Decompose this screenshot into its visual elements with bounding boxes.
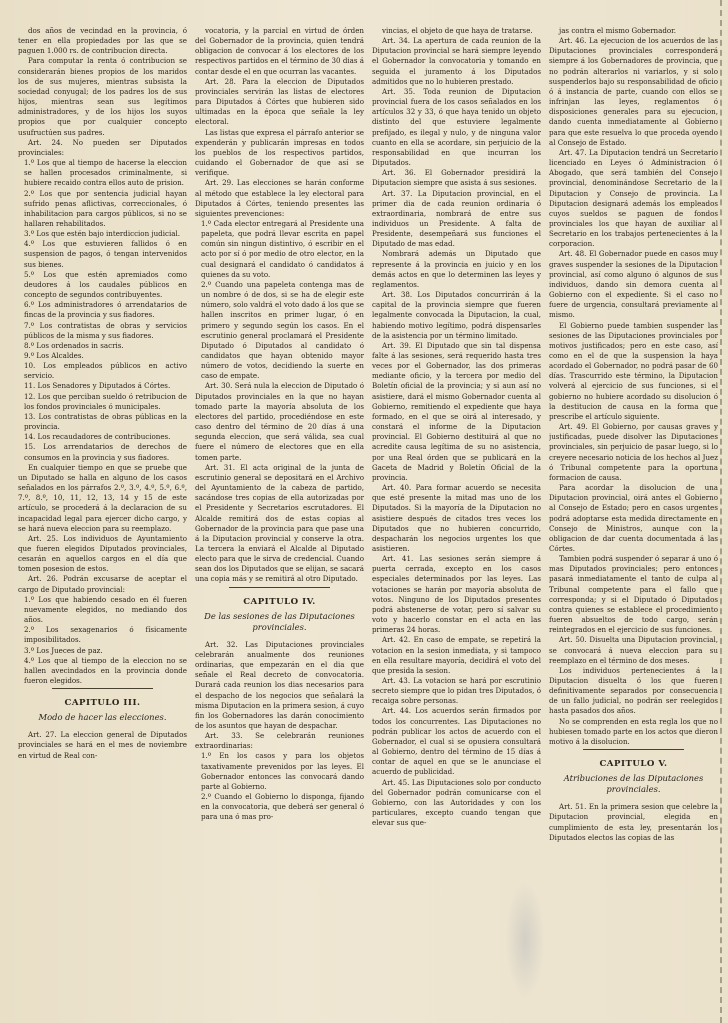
paragraph: Art. 27. La eleccion general de Diputados provinciales se hará en el mes de noviembre en virtud de Real con-: [18, 730, 187, 760]
paragraph: Art. 46. La ejecucion de los acuerdos de las Diputaciones provinciales corresponderá siempre á los Gobernadores de provincia, que no podrán alterarlos ni variarlos, y si solo suspenderlos bajo su responsabilidad de oficio ó á instancia de parte, cuando con ellos se infrinjan las leyes, reglamentos ó disposiciones generales para su ejecucion, dando cuenta inmediatamente al Gobierno para que este resuelva lo que proceda oyendo al Consejo de Estado.: [549, 36, 718, 147]
paragraph: 11. Los Senadores y Diputados á Córtes.: [24, 381, 171, 391]
paragraph: 2.º Cuando el Gobierno lo disponga, fijando en la convocatoria, que deberá ser general ó para una ó mas pro-: [201, 792, 364, 822]
chapter-title: CAPITULO IV.: [243, 596, 316, 607]
chapter-rule: [583, 749, 684, 750]
paragraph: Tambien podrá suspender ó separar á uno ó mas Diputados provinciales; pero entonces pasará inmediatamente el tanto de culpa al Tribunal competente para el fallo que corresponda; y si el Diputado ó Diputados contra quienes se establece el procedimiento fueren absueltos de todo cargo, serán reintegrados en el ejercicio de sus funciones.: [549, 554, 718, 635]
chapter-title: CAPITULO V.: [599, 759, 668, 770]
text-columns: [18, 26, 718, 1016]
paragraph: Art. 48. El Gobernador puede en casos muy graves suspender la sesiones de la Diputacion provincial, así como alguno ó algunos de sus individuos, dando sin demora cuenta al Gobierno con el expediente. Si el caso no fuere de urgencia, consultará previamente al mismo.: [549, 249, 718, 320]
paragraph: Art. 51. En la primera sesion que celebre la Diputacion provincial, elegida en cumplimiento de esta ley, presentarán los Diputados electos las copias de las: [549, 802, 718, 842]
paragraph: Art. 25. Los individuos de Ayuntamiento que fueren elegidos Diputados provinciales, cesarán en aquellos cargos en el día que tomen posesion de estos.: [18, 533, 187, 574]
paragraph: Art. 45. Las Diputaciones solo por conducto del Gobernador podrán comunicarse con el Gobierno, con las Autoridades y con los particulares, excepto cuando tengan que elevar sus que-: [372, 777, 541, 828]
paragraph: 8.º Los ordenados in sacris.: [24, 340, 124, 350]
paragraph: Art. 28. Para la eleccion de Diputados provinciales servirán las listas de electores para Diputados á Córtes que hubieren sido ultimadas en la época que señale la ley electoral.: [195, 76, 364, 127]
paragraph: Nombrará además un Diputado que represente á la provincia en juicio y en los demás actos en que lo determinen las leyes y reglamentos.: [372, 249, 541, 289]
paragraph: 10. Los empleados públicos en activo servicio.: [24, 361, 187, 381]
paragraph: Art. 24. No pueden ser Diputados provinciales:: [18, 137, 187, 157]
paragraph: Art. 42. En caso de empate, se repetirá la votacion en la sesion inmediata, y si tampoco en ella resultare mayoría, decidirá el voto del que presida la sesion.: [372, 635, 541, 675]
paragraph: Art. 32. Las Diputaciones provinciales celebrarán anualmente dos reuniones ordinarias, que empezarán en el dia que señale el Real decreto de convocatoria. Durará cada reunion los dias necesarios para el despacho de los negocios que señalará la misma Diputacion en la primera sesion, á cuyo fin los Gobernadores las darán conocimiento de los asuntos que hayan de despachar.: [195, 639, 364, 730]
paragraph: Art. 31. El acta original de la junta de escrutinio general se depositará en el Archivo del Ayuntamiento de la cabeza de partido, sacándose tres copias de ella autorizadas por el Presidente y Secretarios escrutadores. El Alcalde remitirá dos de estas copias al Gobernador de la provincia para que pase una á la Diputacion provincial y conserve la otra. La tercera la enviará el Alcalde al Diputado electo para que le sirva de credencial. Cuando sean dos los Diputados que se elijan, se sacará una copia más y se remitirá al otro Diputado.: [195, 462, 364, 584]
paragraph: jas contra el mismo Gobernador.: [559, 26, 677, 35]
chapter-rule: [52, 688, 153, 689]
paper-stain: [505, 880, 545, 1000]
paragraph: 2.º Los sexagenarios ó físicamente imposibilitados.: [24, 625, 187, 645]
paragraph: Art. 44. Los acuerdos serán firmados por todos los concurrentes. Las Diputaciones no podrán publicar los actos de acuerdo con el Gobernador, el cual si se opusiera consultará al Gobierno, dentro del término de 15 días á contar de aquel en que se le anunciase el acuerdo de publicidad.: [372, 706, 541, 777]
paragraph: Art. 30. Será nula la eleccion de Diputado ó Diputados provinciales en la que no hayan tomado parte la mayoría absoluta de los electores del partido, procediéndose en este caso dentro del término de 20 días á una segunda eleccion, que será válida, sea cual fuere el número de electores que en ella tomen parte.: [195, 381, 364, 462]
chapter-title: CAPITULO III.: [64, 698, 141, 709]
paragraph: Art. 37. La Diputacion provincial, en el primer dia de cada reunion ordinaria ó extraordinaria, nombrará de entre sus individuos un Presidente. A falta de Presidente, desempeñará sus funciones el Diputado de mas edad.: [372, 188, 541, 249]
paragraph: Art. 33. Se celebrarán reuniones extraordinarias:: [195, 731, 364, 751]
paragraph: 2.º Los que por sentencia judicial hayan sufrido penas aflictivas, correccionales, ó inhabilitacion para cargos públicos, si no se hallaren rehabilitados.: [24, 188, 187, 228]
paragraph: El Gobierno puede tambien suspender las sesiones de las Diputaciones provinciales por motivos justificados; pero en este caso, así como en el de que la suspension la haya acordado el Gobernador, no podrá pasar de 60 días. Trascurrido este término, la Diputacion volverá al ejercicio de sus funciones, si el gobierno no hubiere acordado su disolucion ó la destitucion de causa en la forma que prescribe el artículo siguiente.: [549, 320, 718, 421]
paragraph: 1.º Los que habiendo cesado en él fueren nuevamente elegidos, no mediando dos años.: [24, 594, 187, 625]
paragraph: Art. 36. El Gobernador presidirá la Diputacion siempre que asista á sus sesiones.: [372, 168, 541, 188]
paragraph: Para acordar la disolucion de una Diputacion provincial, oirá antes el Gobierno al Consejo de Estado; pero en casos urgentes podrá adoptarse esta medida directamente en Consejo de Ministros, aunque con la obligacion de dar cuenta documentada á las Córtes.: [549, 483, 718, 553]
paragraph: Art. 38. Los Diputados concurrirán á la capital de la provincia siempre que fueren legalmente convocada la Diputacion, la cual, habiendo motivo legítimo, podrá dispensarles de la asistencia por un término limitado.: [372, 290, 541, 340]
paragraph: Para computar la renta ó contribucion se considerarán bienes propios de los maridos los de sus mujeres, mientras subsista la sociedad conyugal; de los padres los de sus hijos, mientras sean sus legítimos administradores, y de los hijos los suyos propios que por cualquier concepto usufructúen sus padres.: [18, 56, 187, 137]
paragraph: 1.º Cada elector entregará al Presidente una papeleta, que podrá llevar escrita en papel común sin ningun distintivo, ó escribir en el acto por sí ó por medio de otro elector, en la cual designará el candidato ó candidatos á quienes da su voto.: [201, 218, 364, 279]
chapter-rule: [229, 587, 330, 588]
paragraph: vincias, el objeto de que haya de tratarse.: [382, 26, 533, 35]
column-2: [195, 26, 364, 1016]
paragraph: Art. 43. La votacion se hará por escrutinio secreto siempre que lo pidan tres Diputados, ó recaiga sobre personas.: [372, 676, 541, 706]
column-3: [372, 26, 541, 1016]
paragraph: 12. Los que perciban sueldo ó retribucion de los fondos provinciales ó municipales.: [24, 391, 187, 411]
paragraph: 15. Los arrendatarios de derechos de consumos en la provincia y sus fiadores.: [24, 442, 187, 462]
paragraph: Art. 26. Podrán excusarse de aceptar el cargo de Diputado provincial:: [18, 574, 187, 594]
chapter-subtitle: Atribuciones de las Diputaciones provinciales.: [563, 773, 704, 795]
paragraph: dos años de vecindad en la provincia, ó tener en ella propiedades por las que se paguen 1.000 rs. de contribucion directa.: [18, 26, 187, 56]
paragraph: Los individuos pertenecientes á la Diputacion disuelta ó los que fueren definitivamente separados por consecuencia de un fallo judicial, no podrán ser reelegidos hasta pasados dos años.: [549, 665, 718, 716]
paragraph: Art. 41. Las sesiones serán siempre á puerta cerrada, excepto en los casos especiales determinados por las leyes. Las votaciones se harán por mayoría absoluta de votos. Ninguno de los Diputados presentes podrá abstenerse de votar, pero sí salvar su voto y hacerlo constar en el acta en las primeras 24 horas.: [372, 554, 541, 635]
paragraph: Art. 40. Para formar acuerdo se necesita que esté presente la mitad mas uno de los Diputados. Si la mayoría de la Diputacion no asistiere después de citados tres veces los Diputados que no hubieren concurrido, despacharán los negocios urgentes los que asistieren.: [372, 483, 541, 553]
paragraph: Art. 49. El Gobierno, por causas graves y justificadas, puede disolver las Diputaciones provinciales, sin perjuicio de pasar luego, si lo creyere necesario noticia de los hechos al Juez ó Tribunal competente para la oportuna formacion de causa.: [549, 422, 718, 482]
chapter-subtitle: De las sesiones de las Diputaciones provinciales.: [204, 610, 355, 632]
paragraph: 6.º Los administradores ó arrendatarios de fincas de la provincia y sus fiadores.: [24, 300, 187, 320]
paragraph: Art. 50. Disuelta una Diputacion provincial, se convocará á nueva eleccion para su reemplazo en el término de dos meses.: [549, 635, 718, 665]
paragraph: Art. 47. La Diputacion tendrá un Secretario licenciado en Leyes ó Administracion ó Abogado, que será también del Consejo provincial, denominándose Secretario de la Diputacion y Consejo de provincia. La Diputacion designará además los empleados cuyos sueldos se paguen de fondos provinciales los que hayan de auxiliar al Secretario en los trabajos pertenecientes á la corporacion.: [549, 147, 718, 249]
paragraph: Art. 29. Las elecciones se harán conforme al método que establece la ley electoral para Diputados á Córtes, teniendo presentes las siguientes prevenciones:: [195, 178, 364, 218]
paragraph: 4.º Los que al tiempo de la eleccion no se hallen avecindados en la provincia donde fueron elegidos.: [24, 655, 187, 685]
paragraph: Art. 39. El Diputado que sin tal dispensa falte á las sesiones, será requerido hasta tres veces por el Gobernador, las dos primeras mediante oficio, y la tercera por medio del Boletín oficial de la provincia; y si aun así no asistiere, dará el mismo Gobernador cuenta al Gobierno, remitiendo el expediente que haya formado, en el que se oirá al interesado, y constará el informe de la Diputacion provincial. El Gobierno destituirá al que no acredite causa legítima de su no asistencia, por una Real órden que se publicará en la Gaceta de Madrid y Boletín Oficial de la provincia.: [372, 340, 541, 482]
paragraph: 3.º Los que estén bajo interdiccion judicial.: [24, 229, 180, 239]
chapter-subtitle: Modo de hacer las elecciones.: [38, 712, 167, 723]
paragraph: En cualquier tiempo en que se pruebe que un Diputado se halla en alguno de los casos señalados en los párrafos 2.º, 3.º, 4.º, 5.º, 6.º, 7.º, 8.º, 10, 11, 12, 13, 14 y 15 de este artículo, se procederá á la declaracion de su incapacidad legal para ejercer dicho cargo, y se hará nueva eleccion para su reemplazo.: [18, 462, 187, 533]
paragraph: 1.º En los casos y para los objetos taxativamente prevenidos por las leyes. El Gobernador entonces las convocará dando parte al Gobierno.: [201, 751, 364, 791]
paragraph: 14. Los recaudadores de contribuciones.: [24, 432, 171, 442]
paragraph: Art. 34. La apertura de cada reunion de la Diputacion provincial se hará siempre leyendo el Gobernador la convocatoria y tomando en seguida el juramento á los Diputados admitidos que no lo hubieren prestado.: [372, 36, 541, 86]
paragraph: No se comprenden en esta regla los que no hubiesen tomado parte en los actos que dieron motivo á la disolucion.: [549, 716, 718, 746]
paragraph: Las listas que expresa el párrafo anterior se expenderán y publicarán impresas en todos los pueblos de los respectivos partidos, cuidando el Gobernador de que así se verifique.: [195, 127, 364, 178]
paragraph: Art. 35. Toda reunion de Diputacion provincial fuera de los casos señalados en los artículos 32 y 33, ó que haya tenido un objeto distinto del que estuviere legalmente prefijado, es ilegal y nulo, y de ninguna valor cuanto en ella se acordare, sin perjuicio de la responsabilidad en que incurran los Diputados.: [372, 86, 541, 168]
binding-edge: [720, 0, 722, 1023]
paragraph: 4.º Los que estuvieren fallidos ó en suspension de pagos, ó tengan intervenidos sus bienes.: [24, 239, 187, 269]
paragraph: vocatoria, y la parcial en virtud de órden del Gobernador de la provincia, quien tendrá obligacion de convocar á los electores de los respectivos partidos en el término de 30 dias á contar desde el en que ocurran las vacantes.: [195, 26, 364, 76]
paragraph: 5.º Los que estén apremiados como deudores á los caudales públicos en concepto de segundos contribuyentes.: [24, 269, 187, 300]
paragraph: 13. Los contratistas de obras públicas en la provincia.: [24, 411, 187, 432]
column-1: [18, 26, 187, 1016]
paragraph: 7.º Los contratistas de obras y servicios públicos de la misma y sus fiadores.: [24, 320, 187, 340]
column-4: [549, 26, 718, 1016]
paragraph: 9.º Los Alcaldes.: [24, 351, 84, 360]
paragraph: 3.º Los Jueces de paz.: [24, 645, 103, 655]
paragraph: 2.º Cuando una papeleta contenga mas de un nombre ó de dos, si se ha de elegir este número, solo valdrá el voto dado á los que se hallen inscritos en primer lugar, ó en primero y segundo según los casos. En el escrutinio general proclamará el Presidente Diputado ó Diputados al candidato ó candidatos que hayan obtenido mayor número de votos, decidiendo la suerte en caso de empate.: [201, 279, 364, 381]
paragraph: 1.º Los que al tiempo de hacerse la eleccion se hallen procesados criminalmente, si hubiere recaido contra ellos auto de prision.: [24, 158, 187, 188]
